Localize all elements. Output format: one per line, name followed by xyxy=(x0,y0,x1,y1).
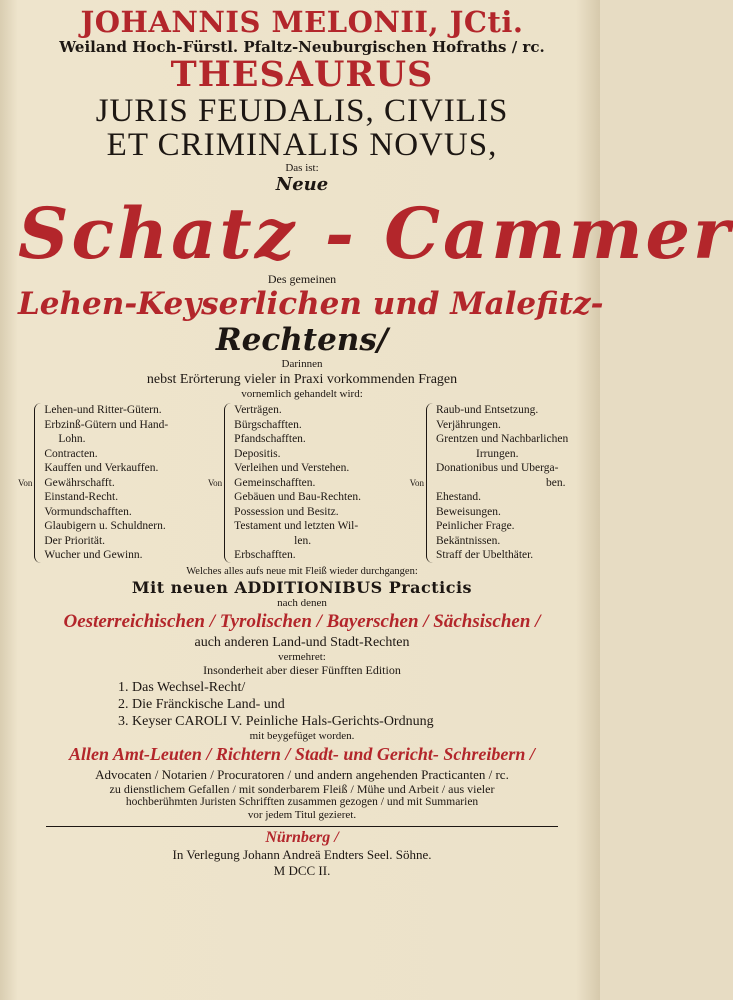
author-name: JOHANNIS MELONII, JCti. xyxy=(80,5,524,39)
imprint-publisher: In Verlegung Johann Andreä Endters Seel. Söhne. xyxy=(172,846,432,862)
das-ist: Das ist: xyxy=(285,162,319,174)
vermehret: vermehret: xyxy=(278,650,326,663)
addition-item: 1. Das Wechsel-Recht/ xyxy=(118,679,246,695)
list-item: Verjährungen. xyxy=(436,418,501,431)
auch-line: auch anderen Land-und Stadt-Rechten xyxy=(194,634,410,650)
rechts-line-2: Rechtens/ xyxy=(215,322,389,358)
list-item: Peinlicher Frage. xyxy=(436,520,515,532)
brace xyxy=(426,403,433,563)
list-item: Gebäuen und Bau-Rechten. xyxy=(234,491,361,503)
author-office: Weiland Hoch-Fürstl. Pfaltz-Neuburgischen Hofraths / rc. xyxy=(59,38,545,56)
list-item: Raub-und Entsetzung. xyxy=(436,404,539,416)
states-line: Oesterreichischen / Tyrolischen / Bayerschen / Sächsischen / xyxy=(63,610,541,632)
list-item: Der Priorität. xyxy=(44,534,106,547)
list-item: Ehestand. xyxy=(436,491,482,503)
neue-label: Neue xyxy=(275,174,329,195)
list-item: Irrungen. xyxy=(476,447,519,460)
rechts-line-1: Lehen-Keyserlichen und Malefitz- xyxy=(18,286,604,322)
list-item: Depositis. xyxy=(234,447,281,460)
list-item: Beweisungen. xyxy=(436,505,501,518)
list-item: Kauffen und Verkauffen. xyxy=(44,462,159,474)
brace xyxy=(34,403,41,563)
title-line-3: ET CRIMINALIS NOVUS, xyxy=(106,127,498,163)
column-2 xyxy=(208,403,406,563)
audience-line: Allen Amt-Leuten / Richtern / Stadt- und Gericht- Schreibern / xyxy=(69,743,535,764)
imprint-year: M DCC II. xyxy=(273,862,331,878)
title-line-2: JURIS FEUDALIS, CIVILIS xyxy=(95,93,509,129)
title-thesaurus: THESAURUS xyxy=(170,54,434,95)
list-item: Straff der Ubelthäter. xyxy=(436,549,534,561)
audience-line-3: zu dienstlichem Gefallen / mit sonderbarem Fleiß / Mühe und Arbeit / aus vieler xyxy=(109,781,495,796)
list-item: Vormundschafften. xyxy=(44,505,132,518)
imprint-city: Nürnberg / xyxy=(265,828,339,846)
list-item: Bürgschafften. xyxy=(234,418,302,431)
list-item: Testament und letzten Wil- xyxy=(234,520,359,532)
von-label: Von xyxy=(409,477,424,488)
von-label: Von xyxy=(207,477,223,488)
list-item: Donationibus und Uberga- xyxy=(436,462,559,474)
list-item: len. xyxy=(294,534,312,547)
list-item: Gemeinschafften. xyxy=(234,476,316,489)
list-item: ben. xyxy=(546,476,566,489)
list-item: Verleihen und Verstehen. xyxy=(234,462,350,474)
subject-columns xyxy=(18,403,586,563)
list-item: Wucher und Gewinn. xyxy=(44,549,143,561)
addition-item: 2. Die Fränckische Land- und xyxy=(118,696,285,712)
beygefuget: mit beygefüget worden. xyxy=(249,729,355,742)
list-item: Erbzinß-Gütern und Hand- xyxy=(44,418,169,431)
des-gemeinen: Des gemeinen xyxy=(267,272,337,286)
list-item: Verträgen. xyxy=(234,404,282,416)
divider-rule xyxy=(46,826,558,827)
list-item: Bekäntnissen. xyxy=(436,534,501,547)
list-item: Erbschafften. xyxy=(234,549,296,561)
addition-item: 3. Keyser CAROLI V. Peinliche Hals-Gerichts-Ordnung xyxy=(118,713,434,729)
column-3 xyxy=(410,403,586,563)
nach-denen: nach denen xyxy=(277,596,327,609)
schatz-kammer-title: Schatz - Cammer xyxy=(18,192,733,275)
darinnen: Darinnen xyxy=(281,358,323,370)
intro-line-1: nebst Erörterung vieler in Praxi vorkommenden Fragen xyxy=(146,372,458,387)
list-item: Glaubigern u. Schuldnern. xyxy=(44,520,166,532)
list-item: Einstand-Recht. xyxy=(44,491,119,503)
edition-line: Insonderheit aber dieser Fünfften Edition xyxy=(203,662,401,677)
additionibus-line: Mit neuen ADDITIONIBUS Practicis xyxy=(131,577,473,597)
welches-line: Welches alles aufs neue mit Fleiß wieder durchgangen: xyxy=(186,565,418,577)
von-label: Von xyxy=(18,477,33,488)
list-item: Grentzen und Nachbarlichen xyxy=(436,433,569,445)
list-item: Possession und Besitz. xyxy=(234,505,339,518)
audience-line-2: Advocaten / Notarien / Procuratoren / und andern angehenden Practicanten / rc. xyxy=(95,766,509,782)
column-1 xyxy=(18,403,204,563)
list-item: Gewährschafft. xyxy=(44,476,115,489)
list-item: Lohn. xyxy=(58,433,86,445)
audience-line-4: hochberühmten Juristen Schrifften zusammen gezogen / und mit Summarien xyxy=(125,795,479,808)
intro-line-2: vornemlich gehandelt wird: xyxy=(241,388,363,400)
list-item: Pfandschafften. xyxy=(234,433,306,445)
list-item: Lehen-und Ritter-Gütern. xyxy=(44,404,162,416)
list-item: Contracten. xyxy=(44,447,98,460)
brace xyxy=(224,403,231,563)
audience-line-5: vor jedem Titul gezieret. xyxy=(247,808,357,821)
